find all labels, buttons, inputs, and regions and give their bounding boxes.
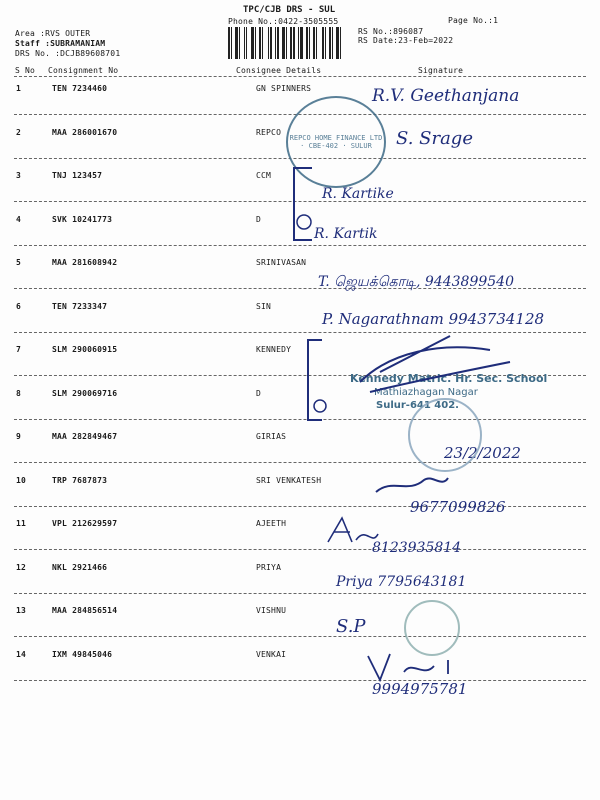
- row-serial-number: 13: [16, 606, 27, 615]
- scribble-row-10: [372, 470, 452, 500]
- row-serial-number: 10: [16, 476, 27, 485]
- signature-row-6: P. Nagarathnam 9943734128: [322, 310, 545, 328]
- row-serial-number: 9: [16, 432, 22, 441]
- row-consignee-name: VISHNU: [256, 606, 287, 615]
- signature-row-12: Priya 7795643181: [336, 574, 467, 590]
- col-consignment: Consignment No: [48, 66, 119, 75]
- header-divider: [14, 76, 586, 77]
- row-divider: [14, 593, 586, 594]
- signature-row-2: S. Srage: [396, 128, 473, 149]
- row-consignee-name: CCM: [256, 171, 272, 180]
- signature-row-14: 9994975781: [372, 680, 468, 698]
- row-consignment-number: IXM 49845046: [52, 650, 113, 659]
- row-consignment-number: TNJ 123457: [52, 171, 103, 180]
- bracket-rows-7-8: [300, 332, 530, 432]
- barcode: [228, 27, 351, 59]
- scribble-row-11: [322, 512, 382, 552]
- scribble-row-14: [364, 650, 474, 686]
- repco-stamp: REPCO HOME FINANCE LTD · CBE-402 · SULUR: [286, 96, 386, 188]
- row-consignee-name: SRINIVASAN: [256, 258, 307, 267]
- row-serial-number: 3: [16, 171, 22, 180]
- row-serial-number: 7: [16, 345, 22, 354]
- row-serial-number: 14: [16, 650, 27, 659]
- phone-number: Phone No.:0422-3505555: [228, 17, 339, 26]
- row-serial-number: 12: [16, 563, 27, 572]
- rs-number: RS No.:896087: [358, 27, 424, 36]
- kennedy-stamp-city: Sulur-641 402.: [376, 400, 459, 411]
- row-serial-number: 2: [16, 128, 22, 137]
- row-serial-number: 8: [16, 389, 22, 398]
- signature-row-11: 8123935814: [372, 540, 462, 556]
- row-consignment-number: MAA 286001670: [52, 128, 118, 137]
- signature-row-9: 23/2/2022: [444, 444, 521, 462]
- col-sno: S No: [15, 66, 36, 75]
- row-consignee-name: D: [256, 215, 262, 224]
- row-consignee-name: SIN: [256, 302, 272, 311]
- row-consignment-number: MAA 282849467: [52, 432, 118, 441]
- row-consignee-name: GIRIAS: [256, 432, 287, 441]
- row-consignee-name: KENNEDY: [256, 345, 292, 354]
- row-consignment-number: MAA 281608942: [52, 258, 118, 267]
- col-signature: Signature: [418, 66, 464, 75]
- rs-date: RS Date:23-Feb=2022: [358, 36, 454, 45]
- row-consignment-number: SLM 290060915: [52, 345, 118, 354]
- row-consignment-number: MAA 284856514: [52, 606, 118, 615]
- signature-row-1: R.V. Geethanjana: [372, 86, 520, 106]
- signature-row-10: 9677099826: [410, 498, 506, 516]
- staff-label: Staff :SUBRAMANIAM: [15, 39, 106, 48]
- row-serial-number: 11: [16, 519, 27, 528]
- row-consignment-number: TRP 7687873: [52, 476, 108, 485]
- row-consignment-number: TEN 7233347: [52, 302, 108, 311]
- area-label: Area :RVS OUTER: [15, 29, 91, 38]
- row-divider: [14, 680, 586, 681]
- row-serial-number: 4: [16, 215, 22, 224]
- row-serial-number: 1: [16, 84, 22, 93]
- kennedy-stamp-address: Mathiazhagan Nagar: [374, 387, 478, 398]
- row-consignee-name: AJEETH: [256, 519, 287, 528]
- faint-seal-stamp: [404, 600, 460, 656]
- row-consignee-name: D: [256, 389, 262, 398]
- row-consignee-name: SRI VENKATESH: [256, 476, 322, 485]
- kennedy-stamp-name: Kennedy Matric. Hr. Sec. School: [350, 372, 548, 385]
- signature-row-4: R. Kartik: [314, 226, 378, 242]
- row-serial-number: 5: [16, 258, 22, 267]
- row-consignment-number: SVK 10241773: [52, 215, 113, 224]
- signature-row-5: T. ஜெயக்கொடி, 9443899540: [318, 274, 514, 290]
- signature-row-3: R. Kartike: [322, 186, 394, 202]
- row-serial-number: 6: [16, 302, 22, 311]
- row-consignee-name: REPCO: [256, 128, 282, 137]
- row-consignee-name: VENKAI: [256, 650, 287, 659]
- row-consignment-number: SLM 290069716: [52, 389, 118, 398]
- drs-number: DRS No. :DCJB89608701: [15, 49, 121, 58]
- row-consignee-name: PRIYA: [256, 563, 282, 572]
- row-consignment-number: NKL 2921466: [52, 563, 108, 572]
- page-number: Page No.:1: [448, 16, 499, 25]
- row-divider: [14, 636, 586, 637]
- row-divider: [14, 549, 586, 550]
- signature-row-13: S.P: [336, 616, 366, 637]
- col-consignee: Consignee Details: [236, 66, 322, 75]
- row-consignee-name: GN SPINNERS: [256, 84, 312, 93]
- row-consignment-number: VPL 212629597: [52, 519, 118, 528]
- bracket-rows-3-4: [282, 160, 322, 250]
- row-divider: [14, 462, 586, 463]
- row-consignment-number: TEN 7234460: [52, 84, 108, 93]
- report-title: TPC/CJB DRS - SUL: [243, 5, 336, 15]
